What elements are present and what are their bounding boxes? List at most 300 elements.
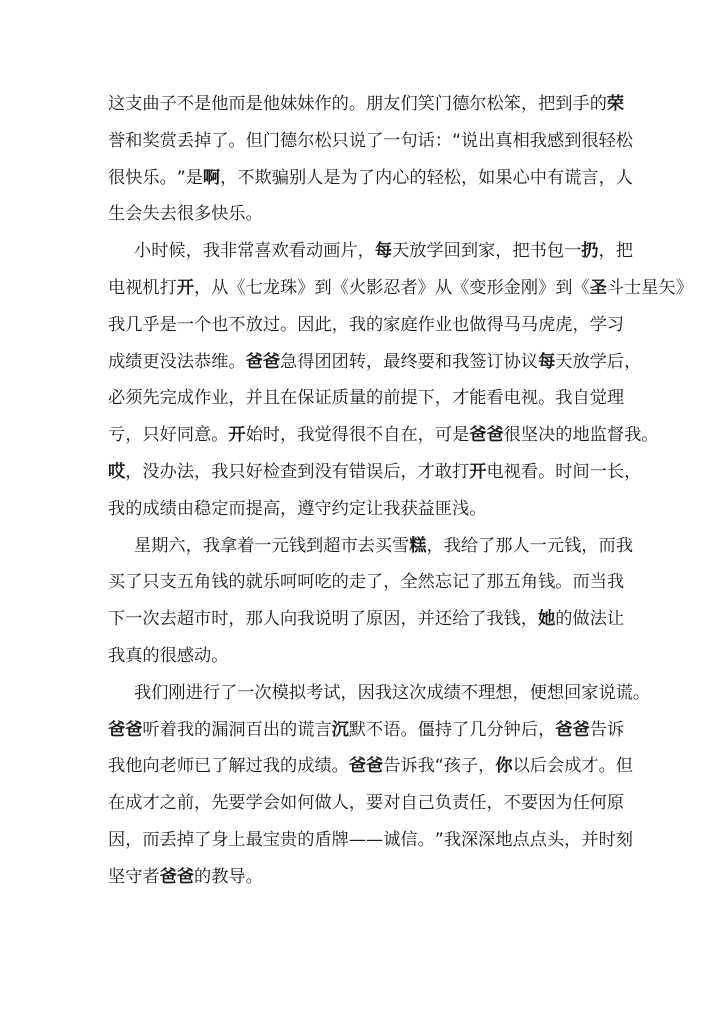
text-line [108, 528, 633, 565]
character: 内 [374, 167, 393, 188]
character: ， [331, 314, 349, 335]
bold-character: 爸 [366, 756, 384, 777]
character: 要 [366, 793, 384, 814]
character: ， [598, 167, 616, 188]
character: 做 [572, 609, 590, 630]
character: 的 [194, 866, 212, 887]
text-line [108, 564, 625, 601]
character: 。 [245, 866, 263, 887]
character: 下 [108, 609, 126, 630]
character: 做 [314, 793, 332, 814]
character: 之 [159, 793, 177, 814]
character: 》 [675, 277, 693, 298]
character: 奖 [142, 130, 160, 151]
character: 不 [176, 94, 195, 114]
character: 在 [400, 425, 418, 446]
character: 掉 [194, 130, 212, 151]
character: 何 [297, 793, 315, 814]
character: 中 [529, 167, 547, 188]
character: 然 [417, 572, 435, 593]
character: 角 [520, 572, 539, 593]
character: 才 [417, 461, 435, 482]
character: ： [434, 130, 453, 151]
character: 地 [572, 425, 590, 446]
character: 转 [348, 351, 367, 372]
bold-character: 爸 [555, 719, 573, 740]
character: 前 [383, 388, 401, 409]
character: 非 [220, 241, 238, 262]
bold-character: 扔 [581, 241, 599, 262]
character: 检 [262, 461, 281, 482]
character: 此 [314, 314, 332, 335]
character: 到 [306, 535, 324, 556]
character: 绩 [443, 682, 461, 703]
character: 不 [237, 167, 255, 188]
character: 的 [280, 756, 298, 777]
character: 同 [176, 425, 195, 446]
character: 那 [495, 535, 513, 556]
character: 的 [555, 609, 573, 630]
character: 电 [503, 388, 521, 409]
character: 漏 [211, 719, 229, 740]
character: 而 [228, 498, 246, 519]
character: 很 [581, 130, 599, 151]
character: 要 [228, 793, 246, 814]
character: 也 [211, 314, 229, 335]
character: 放 [409, 241, 427, 262]
character: 试 [323, 682, 341, 703]
character: 家 [581, 682, 599, 703]
character: 真 [495, 130, 513, 151]
character: 这 [108, 94, 126, 114]
character: 决 [538, 425, 556, 446]
character: 那 [245, 609, 263, 630]
character: 一 [254, 535, 272, 556]
character: 明 [331, 609, 349, 630]
character: 而 [598, 535, 616, 556]
character: 并 [245, 388, 263, 409]
character: ， [228, 388, 246, 409]
character: 放 [245, 314, 263, 335]
character: 负 [434, 793, 453, 814]
character: 很 [348, 425, 367, 446]
character: 。 [211, 425, 229, 446]
character: 定 [348, 498, 367, 519]
character: 几 [469, 719, 487, 740]
character: 当 [589, 572, 607, 593]
essay-text [108, 86, 693, 896]
character: 绩 [159, 498, 177, 519]
text-line [108, 638, 614, 675]
character: 时 [598, 829, 616, 850]
character: 别 [288, 167, 307, 188]
character: ， [538, 719, 556, 740]
character: ， [280, 425, 298, 446]
bold-character: 糕 [409, 535, 427, 556]
character: 诉 [400, 756, 418, 777]
character: 作 [194, 388, 212, 409]
character: 虎 [555, 314, 573, 335]
character: 真 [125, 645, 143, 666]
character: 很 [176, 204, 195, 225]
character: 原 [366, 609, 384, 630]
text-line [108, 675, 651, 712]
character: 了 [469, 609, 487, 630]
character: 这 [392, 682, 410, 703]
character: 钱 [564, 535, 582, 556]
character: 到 [314, 277, 332, 298]
character: ， [512, 682, 530, 703]
character: 元 [546, 535, 565, 556]
character: 次 [142, 609, 160, 630]
character: ， [598, 241, 616, 262]
character: 好 [245, 461, 263, 482]
character: 。 [555, 572, 573, 593]
character: 我 [108, 314, 126, 335]
character: 了 [220, 682, 238, 703]
character: 一 [529, 535, 547, 556]
character: 全 [400, 572, 418, 593]
character: 督 [606, 425, 625, 446]
character: 者 [400, 277, 418, 298]
character: 维 [211, 351, 229, 372]
character: 我 [297, 609, 315, 630]
character: 人 [262, 609, 281, 630]
character: 量 [348, 388, 367, 409]
character: 到 [564, 130, 582, 151]
character: 学 [589, 314, 607, 335]
character: 和 [125, 130, 143, 151]
character: 有 [331, 461, 349, 482]
character: ， [581, 535, 599, 556]
character: 天 [555, 351, 573, 372]
text-line [108, 601, 625, 638]
character: 金 [503, 277, 521, 298]
character: 法 [589, 609, 607, 630]
bold-character: 哎 [108, 461, 126, 482]
character: 上 [228, 829, 246, 850]
character: 矢 [658, 277, 676, 298]
character: 欺 [254, 167, 272, 188]
character: 成 [108, 351, 126, 372]
character: 而 [142, 829, 160, 850]
character: 把 [512, 241, 530, 262]
character: 。 [469, 498, 487, 519]
character: 终 [400, 351, 418, 372]
character: 团 [331, 351, 349, 372]
character: 遵 [297, 498, 315, 519]
character: 要 [520, 793, 539, 814]
character: 说 [598, 682, 616, 703]
character: 天 [392, 241, 410, 262]
character: 。 [400, 719, 418, 740]
bold-character: 啊 [202, 167, 221, 188]
character: 查 [280, 461, 298, 482]
character: 绩 [125, 351, 143, 372]
character: 喜 [254, 241, 272, 262]
character: 只 [228, 461, 246, 482]
character: 手 [572, 94, 590, 114]
character: ” [434, 829, 444, 850]
character: 马 [520, 314, 539, 335]
bold-character: 她 [538, 609, 556, 630]
character: 一 [125, 609, 143, 630]
character: 我 [443, 535, 461, 556]
character: 出 [262, 719, 281, 740]
character: ， [495, 241, 513, 262]
character: 说 [314, 609, 332, 630]
character: 拟 [288, 682, 307, 703]
character: 吃 [314, 572, 332, 593]
character: — [348, 829, 367, 850]
character: 的 [331, 94, 349, 114]
character: 很 [108, 167, 126, 188]
character: 老 [159, 756, 177, 777]
character: 是 [323, 167, 341, 188]
character: 能 [469, 388, 487, 409]
character: 松 [486, 94, 504, 114]
character: 了 [211, 130, 229, 151]
character: ， [460, 167, 479, 188]
character: 说 [460, 130, 479, 151]
character: 高 [262, 498, 281, 519]
character: 钱 [538, 572, 556, 593]
character: 妹 [297, 94, 315, 114]
character: 我 [211, 461, 229, 482]
character: 。 [348, 94, 367, 114]
character: 语 [383, 719, 401, 740]
character: ， [520, 609, 539, 630]
character: ， [400, 461, 418, 482]
character: 人 [512, 535, 530, 556]
character: 默 [348, 719, 367, 740]
character: 我 [606, 572, 625, 593]
character: 钱 [288, 535, 307, 556]
character: 我 [108, 645, 126, 666]
character: 。 [538, 388, 556, 409]
character: 自 [572, 388, 590, 409]
character: 动 [306, 241, 324, 262]
character: “ [452, 130, 461, 151]
character: 意 [194, 425, 212, 446]
character: 们 [151, 682, 169, 703]
character: 子 [460, 756, 479, 777]
character: 到 [297, 461, 315, 482]
character: ， [564, 829, 582, 850]
bold-character: 爸 [348, 756, 367, 777]
character: 对 [383, 793, 401, 814]
character: 提 [400, 388, 418, 409]
character: 团 [314, 351, 332, 372]
character: 身 [211, 829, 229, 850]
character: 向 [280, 609, 298, 630]
character: 已 [194, 756, 212, 777]
character: 成 [297, 756, 315, 777]
text-line [108, 380, 625, 417]
character: 常 [237, 241, 255, 262]
character: 谎 [297, 719, 315, 740]
bold-character: 你 [495, 756, 513, 777]
character: 《 [572, 277, 590, 298]
character: 德 [280, 130, 298, 151]
character: 时 [151, 241, 169, 262]
character: 视 [520, 388, 539, 409]
character: 子 [159, 94, 177, 114]
character: 了 [125, 572, 143, 593]
character: 打 [452, 461, 470, 482]
character: 办 [159, 461, 177, 482]
character: ， [417, 425, 435, 446]
character: ， [434, 388, 453, 409]
character: 匪 [434, 498, 453, 519]
character: 失 [142, 204, 160, 225]
character: ， [220, 167, 238, 188]
character: 并 [417, 609, 435, 630]
character: 可 [434, 425, 453, 446]
character: 回 [443, 241, 461, 262]
character: 火 [348, 277, 367, 298]
bold-character: 每 [374, 241, 393, 262]
character: 更 [142, 351, 160, 372]
character: 我 [452, 351, 470, 372]
character: ， [400, 609, 418, 630]
character: 成 [426, 682, 444, 703]
character: 一 [383, 130, 401, 151]
character: 》 [297, 277, 315, 298]
character: 。 [228, 351, 246, 372]
character: 五 [176, 572, 195, 593]
character: 把 [538, 94, 556, 114]
character: 钱 [211, 572, 229, 593]
character: 。 [598, 756, 616, 777]
character: 《 [331, 277, 349, 298]
character: ， [228, 609, 246, 630]
character: 走 [348, 572, 367, 593]
character: 后 [606, 351, 625, 372]
character: 七 [245, 277, 263, 298]
character: 后 [383, 461, 401, 482]
character: 益 [417, 498, 435, 519]
character: 完 [159, 388, 177, 409]
character: 师 [176, 756, 195, 777]
text-line [108, 344, 642, 381]
character: 下 [417, 388, 435, 409]
character: 给 [460, 535, 479, 556]
character: 话 [417, 130, 435, 151]
character: 做 [469, 314, 487, 335]
character: 宝 [262, 829, 281, 850]
character: 过 [245, 756, 263, 777]
character: 生 [108, 204, 126, 225]
character: 须 [125, 388, 143, 409]
character: 因 [297, 314, 315, 335]
character: 笑 [417, 94, 435, 114]
text-line [108, 307, 625, 344]
character: 。 [280, 314, 298, 335]
character: ， [185, 535, 203, 556]
character: 龙 [262, 277, 281, 298]
character: 出 [478, 130, 496, 151]
character: 信 [400, 829, 418, 850]
character: 恭 [194, 351, 212, 372]
character: 而 [572, 572, 590, 593]
character: 候 [168, 241, 186, 262]
bold-character: 荣 [606, 94, 625, 114]
character: 我 [417, 756, 435, 777]
character: 》 [417, 277, 435, 298]
character: 言 [581, 167, 599, 188]
character: 期 [151, 535, 169, 556]
character: 时 [211, 609, 229, 630]
character: 的 [125, 498, 143, 519]
character: 先 [142, 388, 160, 409]
character: 让 [606, 609, 625, 630]
character: 心 [392, 167, 410, 188]
character: 六 [168, 535, 186, 556]
character: 必 [108, 388, 126, 409]
character: 去 [357, 535, 375, 556]
bold-character: 沉 [331, 719, 349, 740]
character: 我 [383, 498, 401, 519]
text-line [108, 233, 633, 270]
character: 不 [366, 719, 384, 740]
character: 在 [108, 793, 126, 814]
character: 考 [306, 682, 324, 703]
character: 誉 [108, 130, 126, 151]
character: 我 [262, 756, 281, 777]
character: 误 [366, 461, 384, 482]
character: 乐 [142, 167, 160, 188]
character: 后 [520, 719, 539, 740]
character: 的 [589, 94, 607, 114]
character: 超 [323, 535, 341, 556]
character: 得 [331, 425, 349, 446]
character: 教 [211, 866, 229, 887]
character: 得 [297, 351, 315, 372]
character: 且 [262, 388, 281, 409]
character: 拿 [220, 535, 238, 556]
text-line [108, 748, 633, 785]
character: 会 [262, 793, 281, 814]
character: 谎 [564, 167, 582, 188]
character: 人 [306, 167, 324, 188]
bold-character: 爸 [176, 866, 195, 887]
character: ， [194, 793, 212, 814]
bold-character: 每 [538, 351, 556, 372]
bold-character: 爸 [125, 719, 143, 740]
text-line [108, 270, 693, 307]
character: 。 [641, 425, 659, 446]
bold-character: 爸 [245, 351, 263, 372]
character: 我 [615, 535, 633, 556]
character: 由 [176, 498, 195, 519]
character: 乎 [142, 314, 160, 335]
character: 学 [589, 351, 607, 372]
character: 轻 [426, 167, 444, 188]
character: 还 [434, 609, 453, 630]
character: ， [125, 425, 143, 446]
character: 只 [142, 425, 160, 446]
character: 不 [503, 793, 521, 814]
text-line [108, 859, 614, 896]
character: 了 [452, 719, 470, 740]
character: 的 [409, 167, 427, 188]
character: 的 [331, 572, 349, 593]
character: 了 [211, 756, 229, 777]
bold-character: 爸 [486, 425, 504, 446]
character: 习 [606, 314, 625, 335]
text-line [108, 491, 614, 528]
